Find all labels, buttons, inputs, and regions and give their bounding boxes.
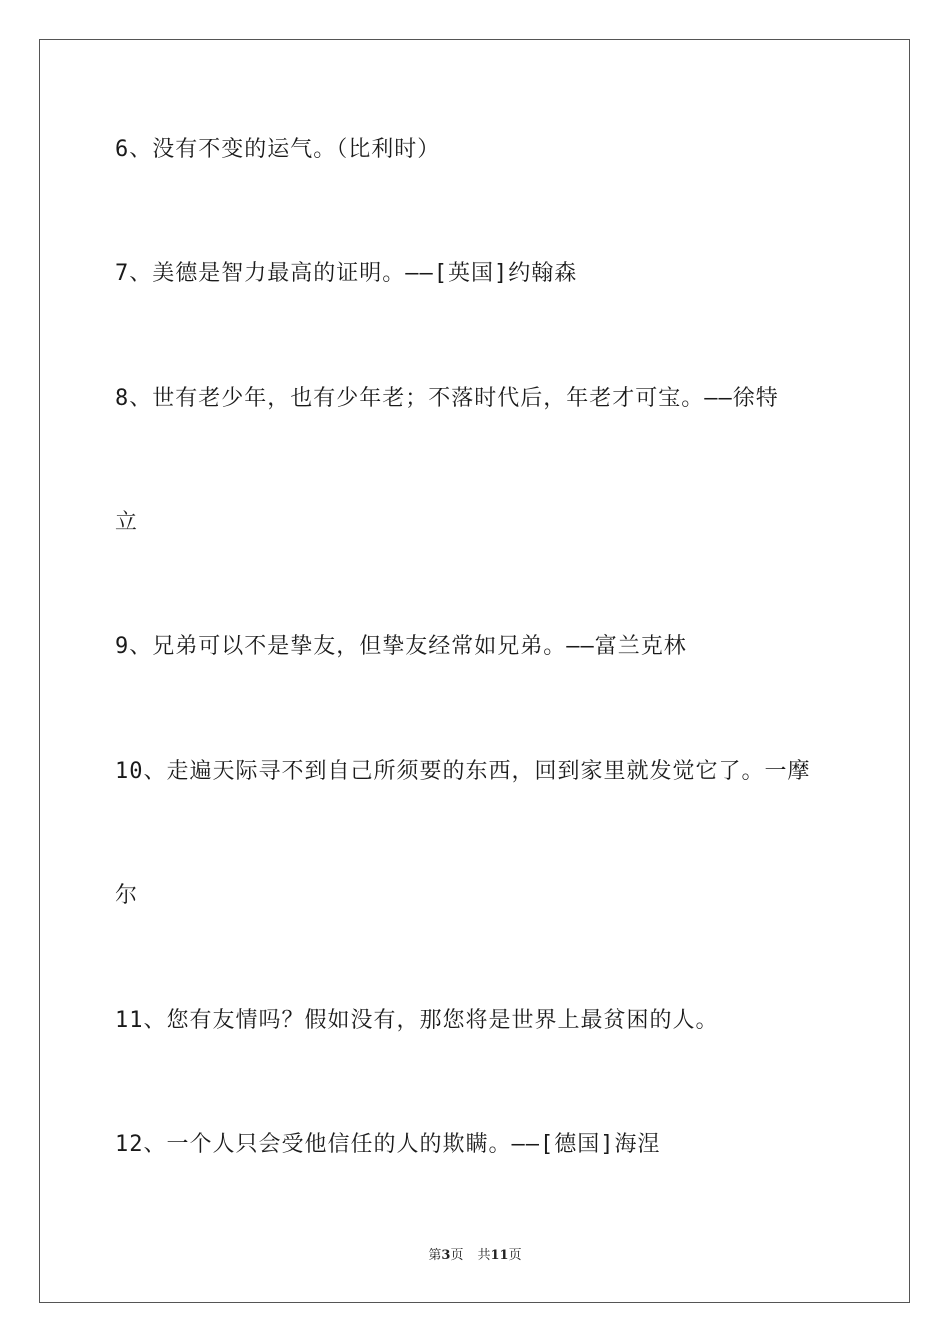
quote-line-9: 9、兄弟可以不是挚友，但挚友经常如兄弟。——富兰克林 [115, 634, 687, 659]
footer-page-prefix: 第 [428, 1248, 442, 1263]
page-footer [0, 1247, 950, 1265]
page-border [39, 39, 910, 1303]
quote-line-6: 6、没有不变的运气。（比利时） [115, 137, 441, 162]
quote-line-10: 10、走遍天际寻不到自己所须要的东西，回到家里就发觉它了。一摩 [115, 759, 811, 784]
quote-line-11: 11、您有友情吗？假如没有，那您将是世界上最贫困的人。 [115, 1008, 719, 1033]
quote-line-8-continued: 立 [115, 510, 139, 535]
footer-page-suffix: 页 [450, 1248, 464, 1263]
quote-line-7: 7、美德是智力最高的证明。——[英国]约翰森 [115, 261, 578, 286]
footer-total-prefix: 共 [477, 1248, 491, 1263]
footer-page-number: 3 [441, 1248, 451, 1263]
footer-total-suffix: 页 [508, 1248, 522, 1263]
footer-total-number: 11 [490, 1248, 509, 1263]
quote-line-10-continued: 尔 [115, 883, 139, 908]
quote-line-12: 12、一个人只会受他信任的人的欺瞒。——[德国]海涅 [115, 1132, 661, 1157]
quote-line-8: 8、世有老少年，也有少年老；不落时代后，年老才可宝。——徐特 [115, 386, 779, 411]
